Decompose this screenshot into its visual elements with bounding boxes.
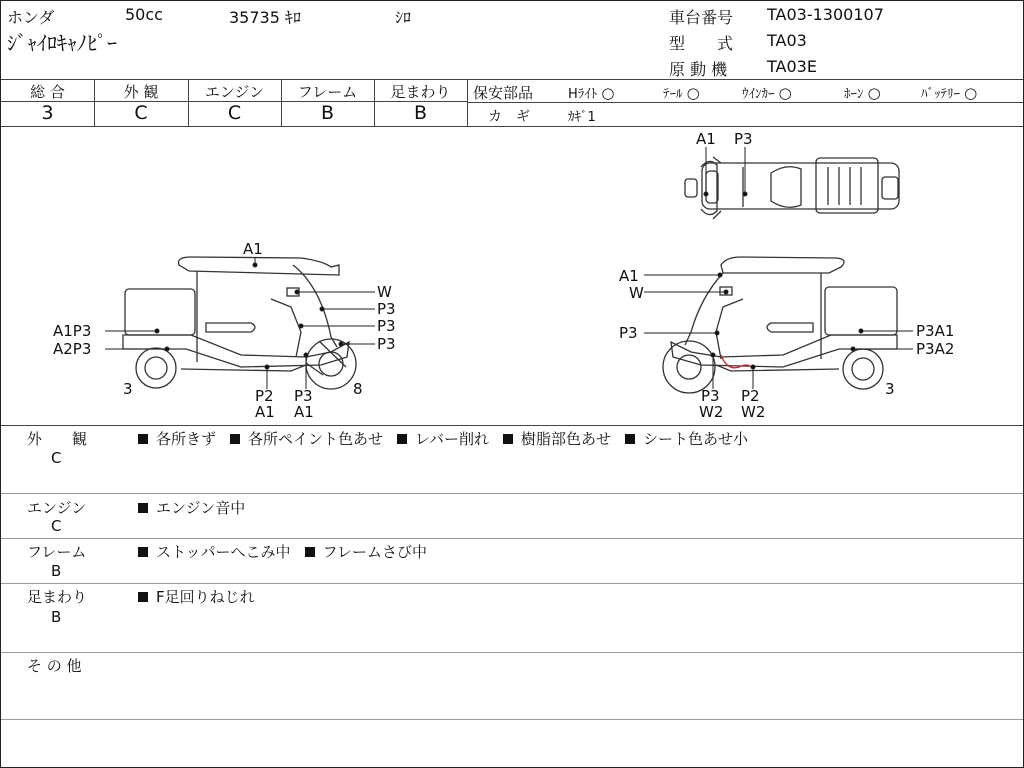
bullet-square-icon [138,434,148,444]
note-item: 各所きず [138,430,216,448]
grade-label-engine: エンジン [204,83,265,101]
bullet-square-icon [305,547,315,557]
label-left-a2p3: A2P3 [53,340,92,358]
note-category-frame: フレーム [27,543,87,561]
key-value: ｶｷﾞ1 [568,110,596,125]
label-right-p2-b: P2 [741,387,760,405]
label-left-p3-3: P3 [377,335,396,353]
mileage: 35735 ｷﾛ [229,8,301,27]
label-top-a1: A1 [696,130,716,148]
note-item: ストッパーへこみ中 [138,543,291,561]
status-circle-icon: ○ [964,84,978,102]
grade-label-exterior: 外 観 [123,83,159,101]
type-value: TA03 [767,31,807,50]
bullet-square-icon [138,503,148,513]
label-left-8: 8 [353,380,363,398]
frame-no: TA03-1300107 [767,5,884,24]
engine-value: TA03E [767,57,817,76]
note-item: F足回りねじれ [138,588,255,606]
note-category-exterior: 外 観 [27,430,88,448]
note-item: 各所ペイント色あせ [230,430,383,448]
label-left-p3-2: P3 [377,317,396,335]
safety-item-battery: ﾊﾞｯﾃﾘｰ ○ [921,84,978,102]
note-item: シート色あせ小 [625,430,748,448]
label-left-a1-b2: A1 [294,403,314,421]
grade-value-overall: 3 [41,102,54,124]
label-left-w: W [377,283,392,301]
label-left-a1p3: A1P3 [53,322,92,340]
note-grade-engine: C [51,517,62,535]
label-right-w2-1: W2 [699,403,724,421]
note-item: レバー削れ [397,430,489,448]
note-item: フレームさび中 [305,543,427,561]
label-left-p2: P2 [255,387,274,405]
bullet-square-icon [138,547,148,557]
note-items-engine [138,497,259,518]
label-right-p3-b: P3 [701,387,720,405]
note-category-engine: エンジン [27,499,87,517]
safety-item-tail: ﾃｰﾙ ○ [663,84,700,102]
note-grade-suspension: B [51,608,62,626]
grade-label-suspension: 足まわり [390,83,451,101]
label-right-p3a1: P3A1 [916,322,955,340]
bullet-square-icon [397,434,407,444]
grade-value-engine: C [227,102,242,124]
safety-item-winker: ｳｲﾝｶｰ ○ [742,84,792,102]
bullet-square-icon [138,592,148,602]
label-left-p3-b: P3 [294,387,313,405]
label-right-p3a2: P3A2 [916,340,955,358]
model-name: ｼﾞｬｲﾛｷｬﾉﾋﾟｰ [7,31,117,55]
grade-value-exterior: C [134,102,148,124]
note-grade-exterior: C [51,449,62,467]
label-right-w: W [629,284,644,302]
note-item: エンジン音中 [138,499,245,517]
label-right-3: 3 [885,380,895,398]
note-items-frame [138,541,441,562]
divider [1,79,1023,80]
grade-value-suspension: B [413,102,428,124]
bullet-square-icon [230,434,240,444]
key-label: カ ギ [488,109,530,125]
note-items-suspension [138,586,269,607]
displacement: 50cc [125,5,163,24]
damage-diagram [1,127,1023,425]
right-side-view-scooter [663,257,897,393]
label-right-a1: A1 [619,267,639,285]
label-left-p3-1: P3 [377,300,396,318]
maker: ホンダ [7,8,55,27]
note-item: 樹脂部色あせ [503,430,611,448]
grade-label-overall: 総 合 [30,83,65,101]
top-view-scooter [685,157,899,219]
grade-label-frame: フレーム [297,83,358,101]
note-grade-frame: B [51,562,62,580]
status-circle-icon: ○ [601,84,615,102]
type-label: 型 式 [669,34,734,53]
safety-title: 保安部品 [473,84,534,102]
safety-item-horn: ﾎｰﾝ ○ [844,84,881,102]
engine-label: 原 動 機 [669,60,728,79]
note-category-other: そ の 他 [27,657,82,675]
status-circle-icon: ○ [778,84,792,102]
safety-item-headlight: Hﾗｲﾄ ○ [568,84,615,102]
note-category-suspension: 足まわり [27,588,88,606]
frame-no-label: 車台番号 [669,8,734,27]
status-circle-icon: ○ [686,84,700,102]
label-right-p3: P3 [619,324,638,342]
status-circle-icon: ○ [867,84,881,102]
body-color: ｼﾛ [395,8,412,27]
label-left-a1: A1 [243,240,263,258]
label-top-p3: P3 [734,130,753,148]
note-items-exterior [138,428,762,449]
label-left-a1-b1: A1 [255,403,275,421]
label-right-w2-2: W2 [741,403,766,421]
bullet-square-icon [503,434,513,444]
grade-value-frame: B [320,102,335,124]
bullet-square-icon [625,434,635,444]
left-side-view-scooter [123,257,356,389]
label-left-3: 3 [123,380,133,398]
